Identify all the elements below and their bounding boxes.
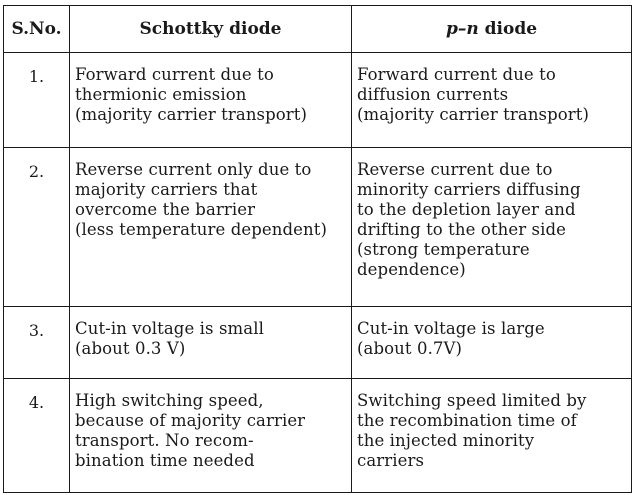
- row-number: 2.: [4, 148, 70, 307]
- header-row: [4, 6, 632, 53]
- row-number: 1.: [4, 53, 70, 148]
- table-row: [4, 148, 632, 307]
- schottky-cell: Forward current due to thermionic emission (majority carrier transport): [70, 53, 352, 148]
- header-pn: [352, 6, 632, 53]
- pn-cell: Cut-in voltage is large (about 0.7V): [352, 307, 632, 379]
- schottky-cell: Reverse current only due to majority carriers that overcome the barrier (less temperature dependent): [70, 148, 352, 307]
- row-number: 4.: [4, 379, 70, 493]
- schottky-cell: High switching speed, because of majority carrier transport. No recom- bination time needed: [70, 379, 352, 493]
- schottky-cell: Cut-in voltage is small (about 0.3 V): [70, 307, 352, 379]
- table-row: [4, 307, 632, 379]
- pn-cell: Forward current due to diffusion currents (majority carrier transport): [352, 53, 632, 148]
- table-row: [4, 53, 632, 148]
- table-row: [4, 379, 632, 493]
- comparison-table: [3, 5, 632, 493]
- pn-cell: Reverse current due to minority carriers diffusing to the depletion layer and drifting to the other side (strong temperature dependence): [352, 148, 632, 307]
- header-schottky: Schottky diode: [70, 6, 352, 53]
- pn-cell: Switching speed limited by the recombination time of the injected minority carriers: [352, 379, 632, 493]
- header-sno: S.No.: [4, 6, 70, 53]
- header-pn-rest: diode: [478, 19, 538, 39]
- row-number: 3.: [4, 307, 70, 379]
- header-pn-italic: p–n: [445, 19, 479, 39]
